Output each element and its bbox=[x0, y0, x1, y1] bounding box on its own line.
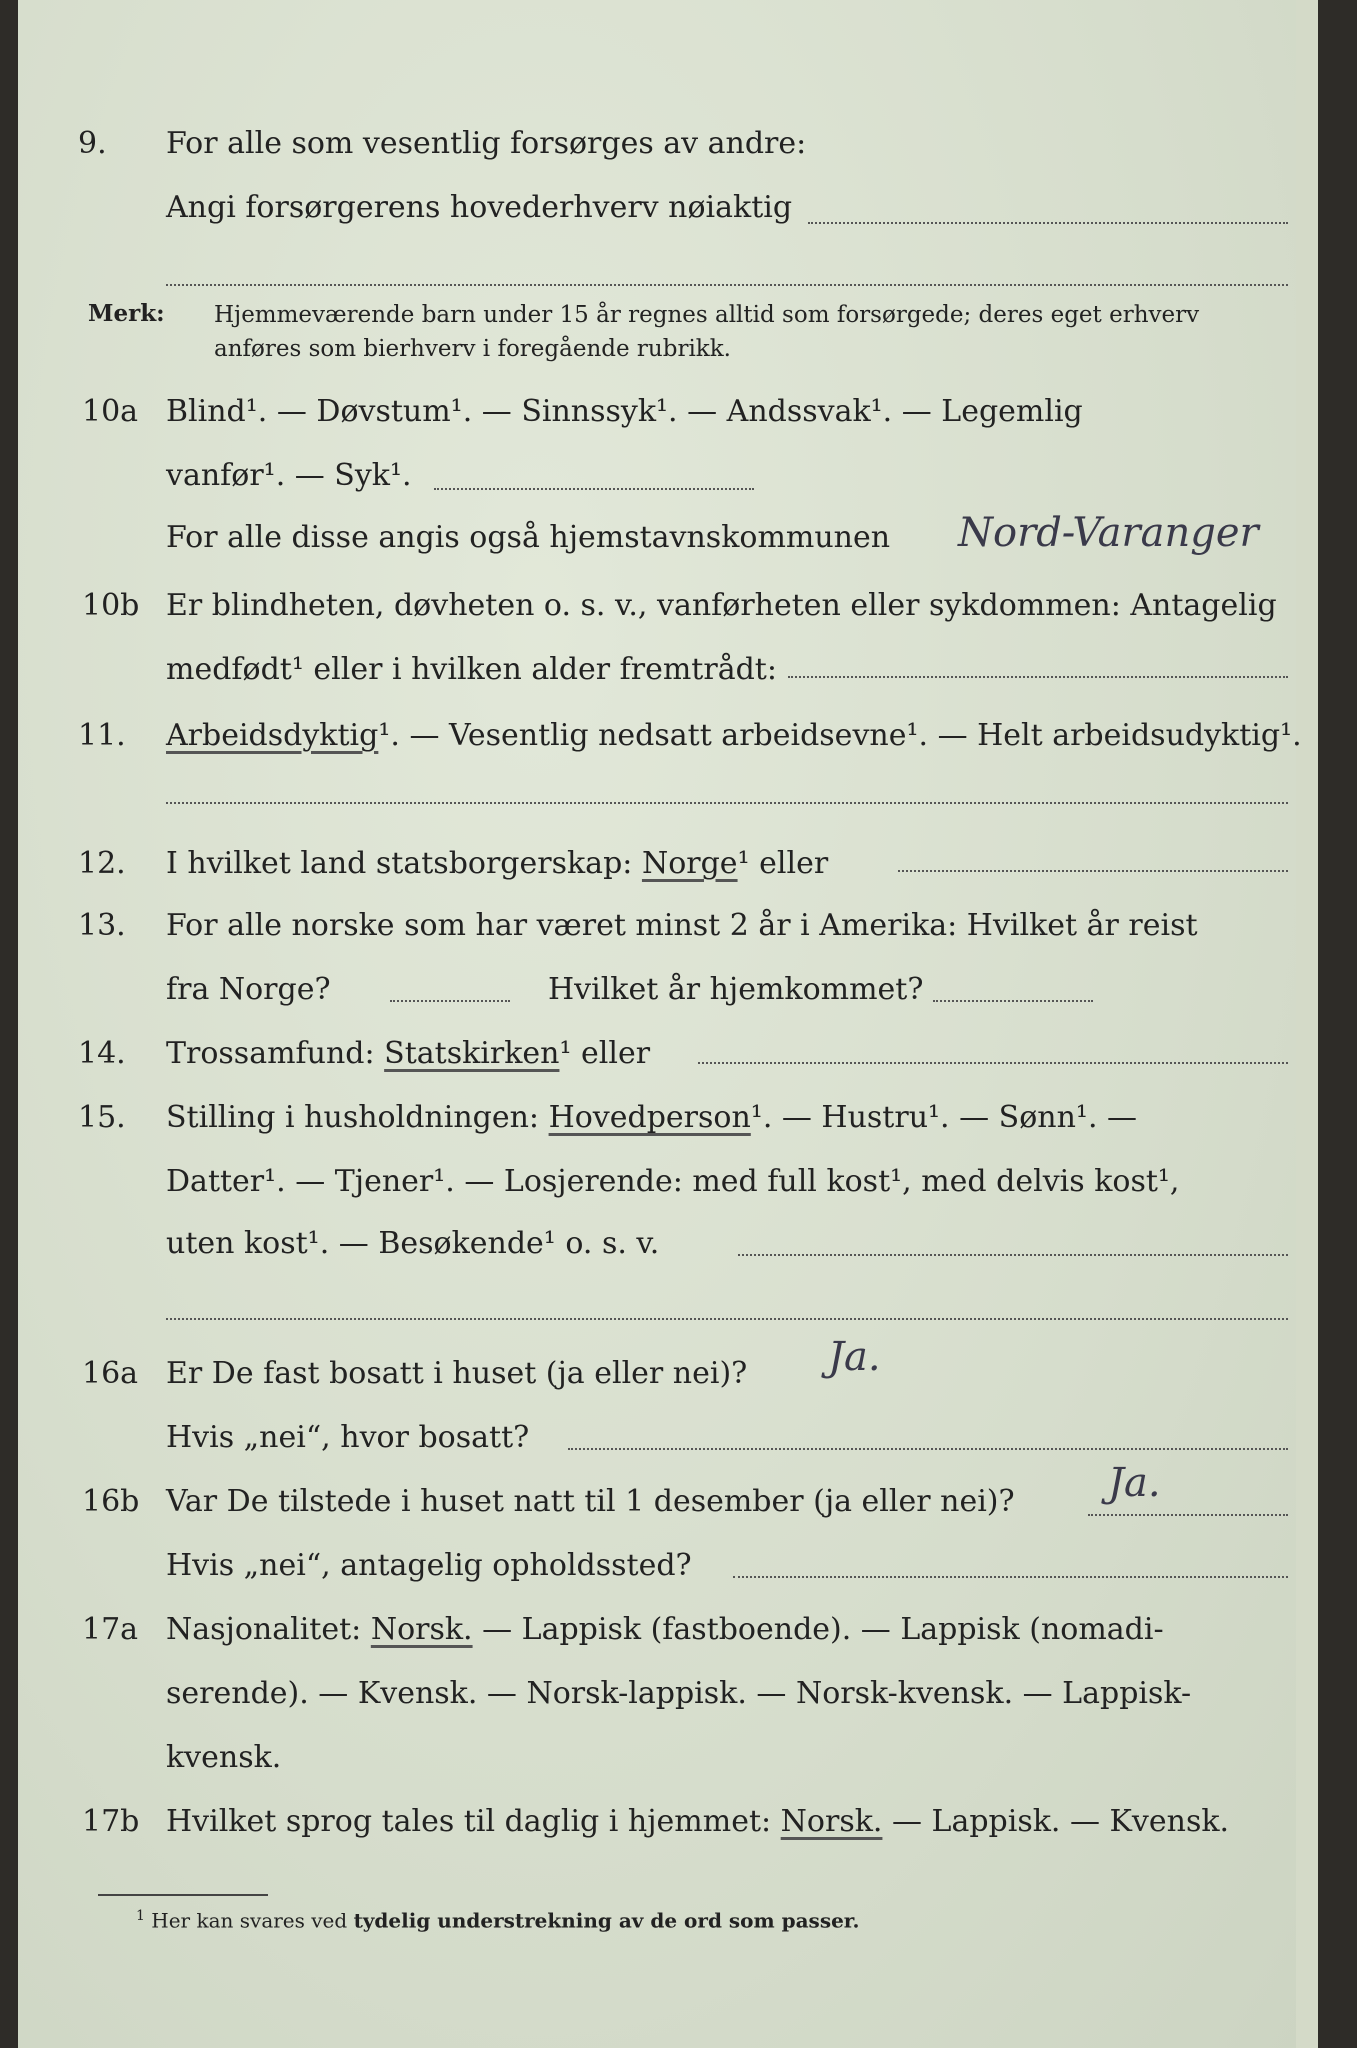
q11-number: 11. bbox=[78, 718, 126, 753]
q17a-line3: kvensk. bbox=[166, 1740, 282, 1775]
q12-post: ¹ eller bbox=[737, 846, 829, 881]
q12-line bbox=[166, 846, 828, 881]
q16b-line2: Hvis „nei“, antagelig opholdssted? bbox=[166, 1548, 692, 1583]
census-form-page bbox=[18, 0, 1318, 2048]
q10b-line2: medfødt¹ eller i hvilken alder fremtrådt: bbox=[166, 652, 777, 687]
q13-line2a: fra Norge? bbox=[166, 972, 331, 1007]
q17a-line2: serende). — Kvensk. — Norsk-lappisk. — Norsk-kvensk. — Lappisk- bbox=[166, 1676, 1192, 1711]
q10a-handwritten-answer: Nord-Varanger bbox=[958, 510, 1259, 556]
q15-selected-option: Hovedperson bbox=[548, 1100, 751, 1135]
q10b-line1: Er blindheten, døvheten o. s. v., vanførheten eller sykdommen: Antagelig bbox=[166, 588, 1277, 623]
q11-line bbox=[166, 718, 1302, 753]
q14-line bbox=[166, 1036, 650, 1071]
q15-number: 15. bbox=[78, 1100, 126, 1135]
q17a-number: 17a bbox=[82, 1612, 139, 1647]
q10b-number: 10b bbox=[82, 588, 140, 623]
q10a-syk-line[interactable] bbox=[434, 488, 754, 490]
merk-label: Merk: bbox=[88, 300, 165, 327]
q14-pre: Trossamfund: bbox=[166, 1036, 375, 1071]
footnote-mark: 1 bbox=[136, 1908, 145, 1924]
q9-line1: For alle som vesentlig forsørges av andre: bbox=[166, 126, 807, 161]
q12-pre: I hvilket land statsborgerskap: bbox=[166, 846, 633, 881]
q16b-line1: Var De tilstede i huset natt til 1 desember (ja eller nei)? bbox=[166, 1484, 1015, 1519]
footnote-pre: Her kan svares ved bbox=[151, 1908, 348, 1933]
q11-rest: ¹. — Vesentlig nedsatt arbeidsevne¹. — Helt arbeidsudyktig¹. bbox=[378, 718, 1302, 753]
q14-number: 14. bbox=[78, 1036, 126, 1071]
q15-pre: Stilling i husholdningen: bbox=[166, 1100, 540, 1135]
q12-number: 12. bbox=[78, 846, 126, 881]
q17b-pre: Hvilket sprog tales til daglig i hjemmet: bbox=[166, 1804, 772, 1839]
q10a-line2: vanfør¹. — Syk¹. bbox=[166, 458, 412, 493]
q14-post: ¹ eller bbox=[559, 1036, 651, 1071]
q13-number: 13. bbox=[78, 908, 126, 943]
q16a-handwritten-answer: Ja. bbox=[828, 1334, 881, 1380]
q16a-answer-line[interactable] bbox=[568, 1448, 1288, 1450]
q16b-opholdssted-line[interactable] bbox=[733, 1576, 1288, 1578]
q11-answer-line[interactable] bbox=[166, 802, 1288, 804]
q10a-line3: For alle disse angis også hjemstavnskommunen bbox=[166, 520, 891, 555]
q15-answer-line[interactable] bbox=[738, 1254, 1288, 1256]
q15-line2: Datter¹. — Tjener¹. — Losjerende: med full kost¹, med delvis kost¹, bbox=[166, 1164, 1180, 1199]
q9-line2: Angi forsørgerens hovederhverv nøiaktig bbox=[166, 190, 793, 225]
footnote-rule bbox=[98, 1894, 268, 1896]
footnote bbox=[136, 1908, 859, 1933]
footnote-bold: tydelig understrekning av de ord som passer. bbox=[353, 1908, 860, 1933]
q15-line3: uten kost¹. — Besøkende¹ o. s. v. bbox=[166, 1226, 660, 1261]
q10a-line1: Blind¹. — Døvstum¹. — Sinnssyk¹. — Andssvak¹. — Legemlig bbox=[166, 394, 1083, 429]
page-edge bbox=[1296, 0, 1318, 2048]
q9-number: 9. bbox=[78, 126, 107, 161]
q13-line2b: Hvilket år hjemkommet? bbox=[548, 972, 924, 1007]
q15-answer-line-2[interactable] bbox=[166, 1318, 1288, 1320]
q15-line1 bbox=[166, 1100, 1137, 1135]
q16b-number: 16b bbox=[82, 1484, 140, 1519]
q14-answer-line[interactable] bbox=[698, 1062, 1288, 1064]
q17b-number: 17b bbox=[82, 1804, 140, 1839]
q14-selected-option: Statskirken bbox=[384, 1036, 560, 1071]
q17b-post: — Lappisk. — Kvensk. bbox=[891, 1804, 1230, 1839]
q10b-answer-line[interactable] bbox=[788, 676, 1288, 678]
q13-hjemkommet-line[interactable] bbox=[933, 1000, 1093, 1002]
q16b-answer-line[interactable] bbox=[1088, 1514, 1288, 1516]
merk-line1: Hjemmeværende barn under 15 år regnes alltid som forsørgede; deres eget erhverv bbox=[214, 302, 1200, 328]
q17a-line1 bbox=[166, 1612, 1164, 1647]
q11-selected-option: Arbeidsdyktig bbox=[166, 718, 379, 753]
q15-post: ¹. — Hustru¹. — Sønn¹. — bbox=[750, 1100, 1138, 1135]
q13-reist-line[interactable] bbox=[390, 1000, 510, 1002]
q16a-line2: Hvis „nei“, hvor bosatt? bbox=[166, 1420, 530, 1455]
q17a-selected-option: Norsk. bbox=[370, 1612, 473, 1647]
q16b-handwritten-answer: Ja. bbox=[1108, 1460, 1161, 1506]
q9-answer-line[interactable] bbox=[808, 222, 1288, 224]
q17a-post: — Lappisk (fastboende). — Lappisk (nomadi- bbox=[482, 1612, 1164, 1647]
merk-line2: anføres som bierhverv i foregående rubrikk. bbox=[214, 336, 731, 362]
q16a-line1: Er De fast bosatt i huset (ja eller nei)? bbox=[166, 1356, 748, 1391]
q16a-number: 16a bbox=[82, 1356, 139, 1391]
q17b-selected-option: Norsk. bbox=[780, 1804, 883, 1839]
q13-line1: For alle norske som har været minst 2 år i Amerika: Hvilket år reist bbox=[166, 908, 1198, 943]
q17a-pre: Nasjonalitet: bbox=[166, 1612, 362, 1647]
q12-answer-line[interactable] bbox=[898, 870, 1288, 872]
q12-selected-option: Norge bbox=[641, 846, 738, 881]
q9-answer-line-2[interactable] bbox=[166, 284, 1288, 286]
q10a-number: 10a bbox=[82, 394, 139, 429]
q17b-line bbox=[166, 1804, 1229, 1839]
